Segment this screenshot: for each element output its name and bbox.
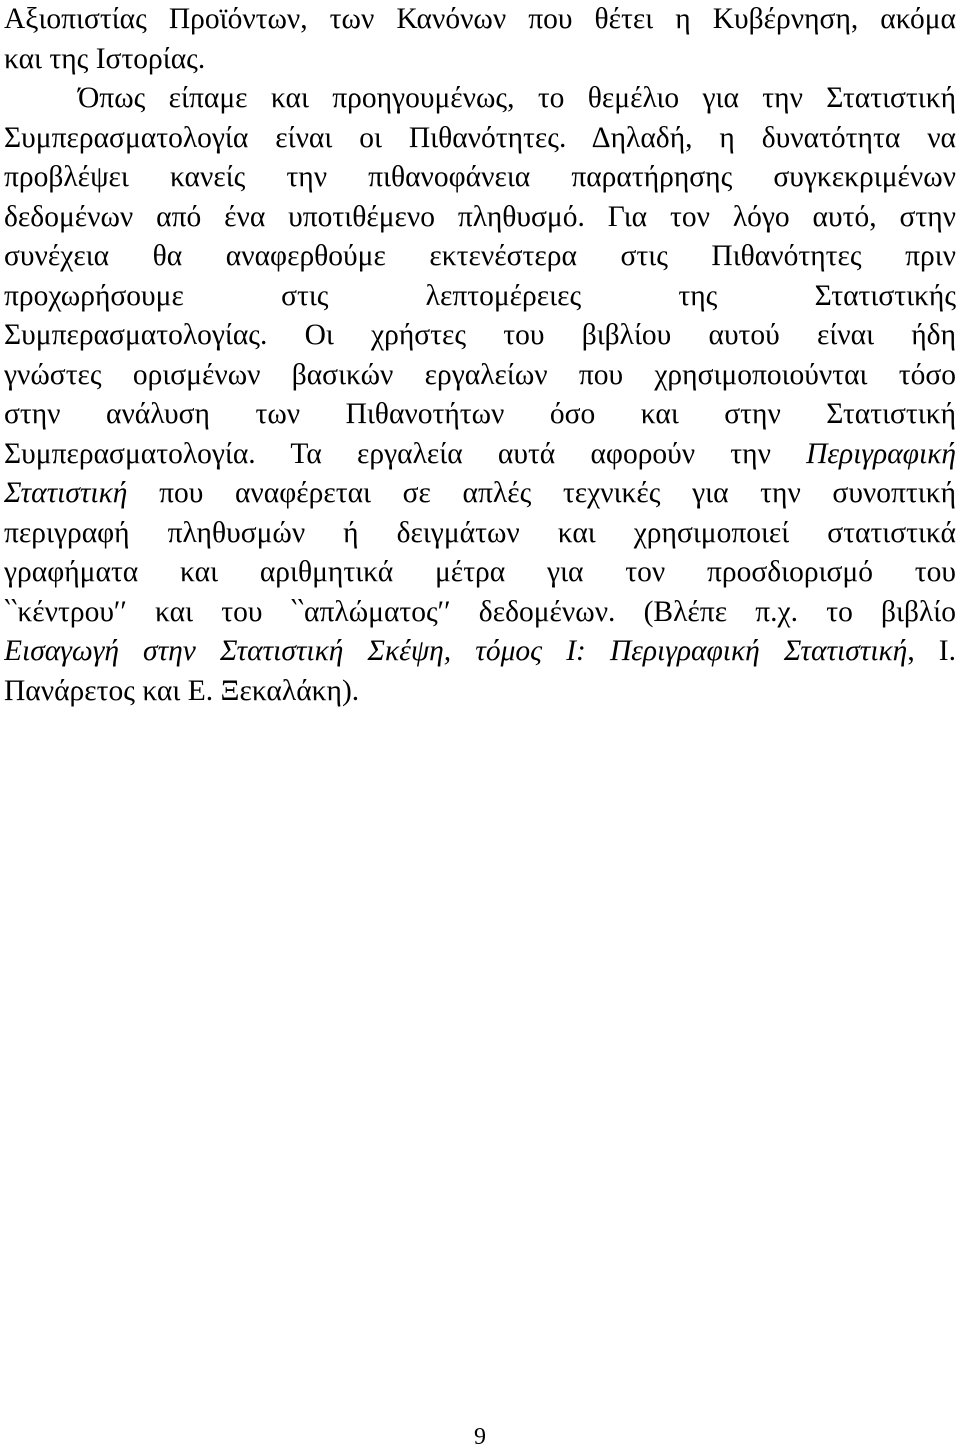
text-line [4, 553, 956, 593]
page-number: 9 [474, 1424, 486, 1450]
text-line [4, 632, 956, 672]
italic-term: Περιγραφική [806, 437, 956, 470]
text-segment: ‵‵κέντρου′′ και του ‵‵απλώματος′′ δεδομένων. (Βλέπε π.χ. το βιβλίο [4, 595, 956, 628]
text-segment: Όπως είπαμε και προηγουμένως, το θεμέλιο για την Στατιστική [78, 82, 956, 114]
text-segment: προβλέψει κανείς την πιθανοφάνεια παρατήρησης συγκεκριμένων [4, 161, 956, 193]
text-line [4, 79, 956, 119]
text-line [4, 198, 956, 238]
document-body [4, 0, 956, 711]
text-line [4, 435, 956, 475]
text-segment: Πανάρετος και Ε. Ξεκαλάκη). [4, 674, 360, 707]
text-line [4, 158, 956, 198]
text-segment: συνέχεια θα αναφερθούμε εκτενέστερα στις Πιθανότητες πριν [4, 240, 956, 272]
text-segment: προχωρήσουμε στις λεπτομέρειες της Στατιστικής [4, 279, 956, 312]
text-line [4, 395, 956, 435]
text-segment: δεδομένων από ένα υποτιθέμενο πληθυσμό. Για τον λόγο αυτό, στην [4, 200, 956, 233]
text-segment: Συμπερασματολογία είναι οι Πιθανότητες. Δηλαδή, η δυνατότητα να [4, 121, 956, 154]
book-title: Εισαγωγή στην Στατιστική Σκέψη, τόμος Ι: Περιγραφική Στατιστική [4, 635, 908, 667]
text-line [4, 593, 956, 633]
text-line [4, 356, 956, 396]
text-line [4, 0, 956, 40]
text-segment: στην ανάλυση των Πιθανοτήτων όσο και στην Στατιστική [4, 398, 956, 430]
text-line [4, 316, 956, 356]
text-line [4, 237, 956, 277]
text-line [4, 672, 956, 712]
text-line [4, 514, 956, 554]
text-segment: που αναφέρεται σε απλές τεχνικές για την συνοπτική [127, 477, 956, 509]
text-line [4, 40, 956, 80]
text-segment: Συμπερασματολογία. Τα εργαλεία αυτά αφορούν την [4, 437, 807, 470]
text-segment: και της Ιστορίας. [4, 42, 206, 75]
italic-term: Στατιστική [4, 477, 128, 509]
text-line [4, 277, 956, 317]
text-segment: γνώστες ορισμένων βασικών εργαλείων που χρησιμοποιούνται τόσο [4, 358, 956, 391]
text-segment: περιγραφή πληθυσμών ή δειγμάτων και χρησιμοποιεί στατιστικά [4, 516, 956, 549]
text-segment: γραφήματα και αριθμητικά μέτρα για τον προσδιορισμό του [4, 556, 956, 588]
text-line [4, 119, 956, 159]
text-segment: Αξιοπιστίας Προϊόντων, των Κανόνων που θέτει η Κυβέρνηση, ακόμα [4, 3, 956, 35]
text-segment: , Ι. [907, 635, 956, 667]
text-segment: Συμπερασματολογίας. Οι χρήστες του βιβλίου αυτού είναι ήδη [4, 319, 956, 351]
text-line [4, 474, 956, 514]
